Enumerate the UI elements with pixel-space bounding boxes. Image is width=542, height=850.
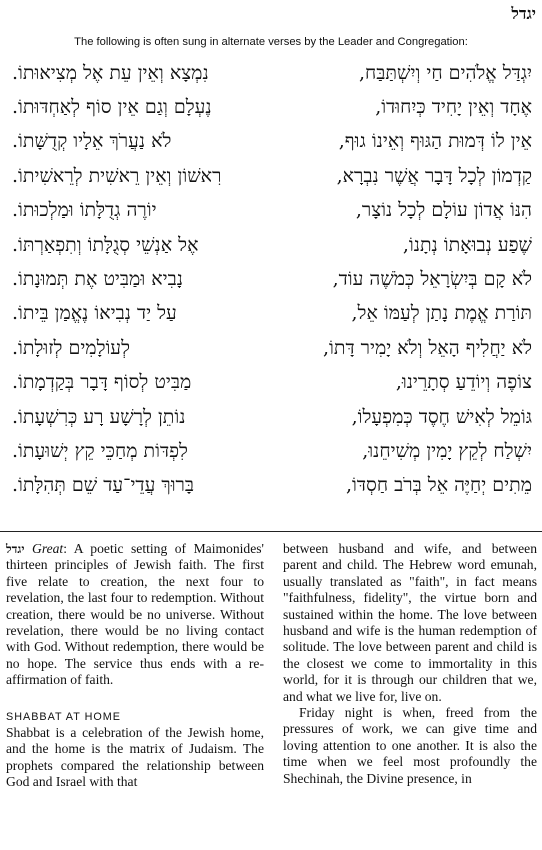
section-heading: SHABBAT AT HOME: [6, 710, 121, 723]
verse-first-half: גּוֹמֵל לְאִישׁ חֶסֶד כְּמִפְעָלוֹ,: [351, 405, 532, 428]
verse-row: [12, 159, 532, 193]
verse-first-half: מֵתִים יְחַיֶּה אֵל בְּרֹב חַסְדּוֹ,: [345, 474, 532, 497]
hebrew-poem: [12, 56, 532, 503]
verse-second-half: עַל יַד נְבִיאוֹ נֶאֱמַן בֵּיתוֹ.: [12, 302, 177, 325]
verse-first-half: לֹא קָם בְּיִשְׂרָאֵל כְּמֹשֶׁה עוֹד,: [332, 268, 532, 291]
verse-first-half: קַדְמוֹן לְכָל דָּבָר אֲשֶׁר נִבְרָא,: [336, 164, 532, 187]
verse-row: [12, 228, 532, 262]
commentary-paragraph: between husband and wife, and between parent and child. The Hebrew word emunah, usually translated as "faith", in fact means "faithfulness, fidelity", the virtue born and sustained within the home. The love between husband and wife is the human redemption of solitude. The love between parent and child is the closest we come to immortality in this world, for it is through our children that we, and what we live for, live on.: [283, 541, 537, 704]
verse-row: [12, 331, 532, 365]
commentary-paragraph: Shabbat is a celebration of the Jewish home, and the home is the matrix of Judaism. The prophets compared the relationship between God and Israel with that: [6, 725, 264, 790]
commentary-left-column: [6, 541, 264, 791]
divider-rule: [0, 531, 542, 532]
commentary: [0, 541, 542, 850]
verse-second-half: לִפְדּוֹת מְחַכֵּי קֵץ יְשׁוּעָתוֹ.: [12, 439, 188, 462]
verse-second-half: לֹא נַעֲרֹךְ אֵלָיו קְדֻשָּׁתוֹ.: [12, 130, 172, 153]
verse-row: [12, 56, 532, 90]
verse-row: [12, 90, 532, 124]
verse-second-half: נִמְצָא וְאֵין עֵת אֶל מְצִיאוּתוֹ.: [12, 61, 209, 84]
lemma-text: A poetic setting of Maimonides' thirteen principles of Jewish faith. The first five relate to creation, the next four to revelation, the last four to redemption. Without creation, there would be no universe. Without revelation, there would be no living contact with God. Without redemption, there would be no hope. The service thus ends with a re-affirmation of faith.: [6, 541, 264, 688]
verse-row: [12, 434, 532, 468]
verse-row: [12, 125, 532, 159]
running-head: יגדל: [511, 4, 536, 23]
verse-row: [12, 194, 532, 228]
verse-first-half: אֶחָד וְאֵין יָחִיד כְּיִחוּדוֹ,: [375, 96, 532, 119]
verse-second-half: רִאשׁוֹן וְאֵין רֵאשִׁית לְרֵאשִׁיתוֹ.: [12, 164, 222, 187]
intro-instruction: The following is often sung in alternate verses by the Leader and Congregation:: [74, 36, 468, 48]
verse-first-half: אֵין לוֹ דְּמוּת הַגּוּף וְאֵינוֹ גוּף,: [338, 130, 532, 153]
verse-second-half: נָבִיא וּמַבִּיט אֶת תְּמוּנָתוֹ.: [12, 268, 183, 291]
verse-first-half: הִנּוֹ אֲדוֹן עוֹלָם לְכָל נוֹצָר,: [355, 199, 532, 222]
verse-first-half: תּוֹרַת אֱמֶת נָתַן לְעַמּוֹ אֵל,: [351, 302, 532, 325]
verse-first-half: לֹא יַחֲלִיף הָאֵל וְלֹא יָמִיר דָּתוֹ,: [323, 336, 532, 359]
verse-second-half: לְעוֹלָמִים לְזוּלָתוֹ.: [12, 336, 130, 359]
verse-first-half: צוֹפֶה וְיוֹדֵעַ סְתָרֵינוּ,: [395, 371, 532, 394]
verse-row: [12, 400, 532, 434]
verse-row: [12, 366, 532, 400]
verse-second-half: אֶל אַנְשֵׁי סְגֻלָּתוֹ וְתִפְאַרְתּוֹ.: [12, 233, 199, 256]
lemma-term: Great: [32, 541, 64, 556]
verse-second-half: מַבִּיט לְסוֹף דָּבָר בְּקַדְמָתוֹ.: [12, 371, 192, 394]
verse-row: [12, 469, 532, 503]
hebrew-lemma: יגדל: [6, 542, 25, 556]
verse-first-half: יִשְׁלַח לְקֵץ יָמִין מְשִׁיחֵנוּ,: [362, 439, 532, 462]
commentary-paragraph: Friday night is when, freed from the pressures of work, we can give time and loving attention to one another. It is also the time when we feel most profoundly the Shechinah, the Divine presence, in: [283, 705, 537, 786]
verse-second-half: יוֹרֶה גְדֻלָּתוֹ וּמַלְכוּתוֹ.: [12, 199, 157, 222]
verse-second-half: נוֹתֵן לְרָשָׁע רָע כְּרִשְׁעָתוֹ.: [12, 405, 186, 428]
verse-second-half: נֶעְלָם וְגַם אֵין סוֹף לְאַחְדּוּתוֹ.: [12, 96, 212, 119]
verse-second-half: בָּרוּךְ עֲדֵי־עַד שֵׁם תְּהִלָּתוֹ.: [12, 474, 195, 497]
verse-row: [12, 297, 532, 331]
commentary-right-column: [283, 541, 537, 787]
verse-first-half: שֶׁפַע נְבוּאָתוֹ נְתָנוֹ,: [402, 233, 532, 256]
verse-first-half: יִגְדַּל אֱלֹהִים חַי וְיִשְׁתַּבַּח,: [358, 61, 532, 84]
verse-row: [12, 262, 532, 296]
commentary-paragraph: יגדל Great: A poetic setting of Maimonides' thirteen principles of Jewish faith. The first five relate to creation, the next four to revelation, the last four to redemption. Without creation, there would be no universe. Without revelation, there would be no living contact with God. Without redemption, there would be no hope. The service thus ends with a re-affirmation of faith.: [6, 541, 264, 688]
